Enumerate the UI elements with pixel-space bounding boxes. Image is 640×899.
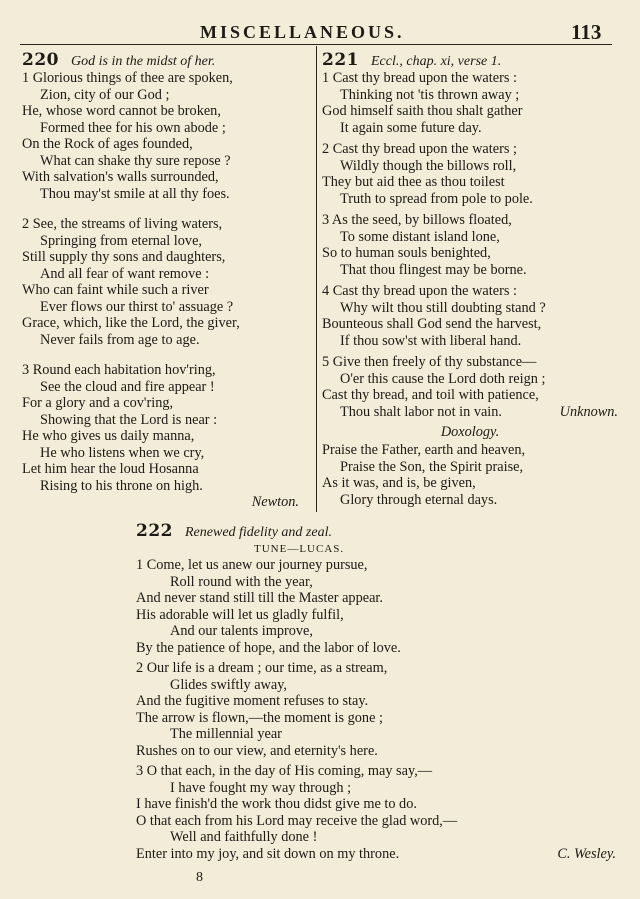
header-rule <box>20 44 612 45</box>
verse-line: Truth to spread from pole to pole. <box>340 190 533 207</box>
hymn-221-header <box>322 50 618 70</box>
hymn-author: Newton. <box>251 494 299 510</box>
hymn-number: 221 <box>322 50 359 70</box>
stanza-4 <box>322 283 618 349</box>
verse-line: Praise the Father, earth and heaven, <box>322 442 526 458</box>
verse-line: Never fails from age to age. <box>40 331 200 348</box>
hymn-author: C. Wesley. <box>557 845 616 862</box>
hymn-220-header <box>22 50 307 70</box>
verse-line: 3 Round each habitation hov'ring, <box>22 362 216 378</box>
hymn-number: 220 <box>22 50 59 70</box>
verse-line: He, whose word cannot be broken, <box>22 103 221 119</box>
verse-line: 4 Cast thy bread upon the waters : <box>322 283 517 299</box>
verse-line: The arrow is flown,—the moment is gone ; <box>136 709 383 726</box>
stanza-2 <box>136 660 616 759</box>
verse-line: I have fought my way through ; <box>170 779 352 796</box>
hymn-220 <box>22 50 307 511</box>
verse-line <box>136 846 616 863</box>
verse-line: Formed thee for his own abode ; <box>40 119 226 136</box>
verse-line: He who listens when we cry, <box>40 444 205 461</box>
verse-line: And never stand still till the Master appear. <box>136 590 383 606</box>
verse-line: And all fear of want remove : <box>40 265 210 282</box>
verse-line: Glory through eternal days. <box>340 491 498 508</box>
verse-line: And the fugitive moment refuses to stay. <box>136 693 369 709</box>
hymn-title: Renewed fidelity and zeal. <box>185 525 332 540</box>
verse-line-text: Enter into my joy, and sit down on my throne. <box>136 845 400 862</box>
stanza-2 <box>322 141 618 207</box>
verse-line: 2 See, the streams of living waters, <box>22 216 223 232</box>
doxology-title: Doxology. <box>440 424 500 440</box>
verse-line: 5 Give then freely of thy substance— <box>322 354 537 370</box>
verse-line: See the cloud and fire appear ! <box>40 378 215 395</box>
stanza-1 <box>136 557 616 656</box>
running-title: MISCELLANEOUS. <box>200 22 405 42</box>
verse-line: Rushes on to our view, and eternity's here. <box>136 742 378 759</box>
verse-line: Roll round with the year, <box>170 573 313 590</box>
verse-line: On the Rock of ages founded, <box>22 136 193 152</box>
verse-line: 2 Cast thy bread upon the waters ; <box>322 141 517 157</box>
verse-line: That thou flingest may be borne. <box>340 261 527 278</box>
doxology <box>322 442 618 508</box>
verse-line: 1 Glorious things of thee are spoken, <box>22 70 233 86</box>
verse-line: Springing from eternal love, <box>40 232 202 249</box>
verse-line: The millennial year <box>170 726 282 742</box>
verse-line: With salvation's walls surrounded, <box>22 169 219 185</box>
verse-line: Thou may'st smile at all thy foes. <box>40 185 230 202</box>
verse-line: 3 O that each, in the day of His coming, may say,— <box>136 763 433 779</box>
page-number: 113 <box>571 20 602 44</box>
verse-line: Who can faint while such a river <box>22 282 209 298</box>
verse-line: I have finish'd the work thou didst give me to do. <box>136 796 417 812</box>
verse-line: God himself saith thou shalt gather <box>322 103 523 119</box>
stanza-2 <box>22 216 307 348</box>
verse-line: Praise the Son, the Spirit praise, <box>340 458 524 475</box>
verse-line: Well and faithfully done ! <box>170 829 318 845</box>
verse-line: Wildly though the billows roll, <box>340 157 517 174</box>
verse-line: 2 Our life is a dream ; our time, as a stream, <box>136 660 388 676</box>
verse-line: Cast thy bread, and toil with patience, <box>322 387 539 403</box>
verse-line: Zion, city of our God ; <box>40 86 170 103</box>
verse-line: It again some future day. <box>340 119 482 136</box>
hymn-222-header <box>136 521 616 541</box>
verse-line: Glides swiftly away, <box>170 676 287 693</box>
verse-line-text: Thou shalt labor not in vain. <box>340 403 503 420</box>
verse-line: For a glory and a cov'ring, <box>22 395 174 411</box>
verse-line: What can shake thy sure repose ? <box>40 152 231 169</box>
stanza-3 <box>322 212 618 278</box>
verse-line: O'er this cause the Lord doth reign ; <box>340 370 546 387</box>
verse-line: Let him hear the loud Hosanna <box>22 461 199 477</box>
column-divider <box>316 46 317 512</box>
tune-name: TUNE—LUCAS. <box>254 543 345 555</box>
verse-line: 1 Come, let us anew our journey pursue, <box>136 557 368 573</box>
hymn-author: Unknown. <box>559 403 618 420</box>
verse-line: They but aid thee as thou toilest <box>322 174 505 190</box>
verse-line: O that each from his Lord may receive the glad word,— <box>136 812 458 829</box>
verse-line: Showing that the Lord is near : <box>40 411 218 428</box>
stanza-1 <box>22 70 307 202</box>
verse-line: Thinking not 'tis thrown away ; <box>340 86 520 103</box>
hymn-title: God is in the midst of her. <box>71 54 216 69</box>
stanza-3 <box>22 362 307 494</box>
verse-line: So to human souls benighted, <box>322 245 491 261</box>
verse-line: Grace, which, like the Lord, the giver, <box>22 315 240 331</box>
hymn-number: 222 <box>136 521 173 541</box>
verse-line <box>322 404 618 421</box>
hymn-221 <box>322 50 618 508</box>
stanza-5 <box>322 354 618 420</box>
verse-line: And our talents improve, <box>170 623 313 639</box>
stanza-1 <box>322 70 618 136</box>
verse-line: Bounteous shall God send the harvest, <box>322 316 542 332</box>
signature-mark: 8 <box>196 870 203 885</box>
hymn-222 <box>136 521 616 862</box>
verse-line: His adorable will let us gladly fulfil, <box>136 606 344 623</box>
verse-line: As it was, and is, be given, <box>322 475 476 491</box>
verse-line: Why wilt thou still doubting stand ? <box>340 299 546 316</box>
verse-line: Ever flows our thirst to' assuage ? <box>40 298 234 315</box>
verse-line: To some distant island lone, <box>340 228 500 245</box>
verse-line: He who gives us daily manna, <box>22 428 195 444</box>
hymn-title: Eccl., chap. xi, verse 1. <box>371 54 502 69</box>
verse-line: Rising to his throne on high. <box>40 477 203 494</box>
stanza-3 <box>136 763 616 862</box>
verse-line: If thou sow'st with liberal hand. <box>340 332 522 349</box>
verse-line: 1 Cast thy bread upon the waters : <box>322 70 517 86</box>
verse-line: By the patience of hope, and the labor of love. <box>136 639 401 656</box>
verse-line: Still supply thy sons and daughters, <box>22 249 226 265</box>
verse-line: 3 As the seed, by billows floated, <box>322 212 512 228</box>
